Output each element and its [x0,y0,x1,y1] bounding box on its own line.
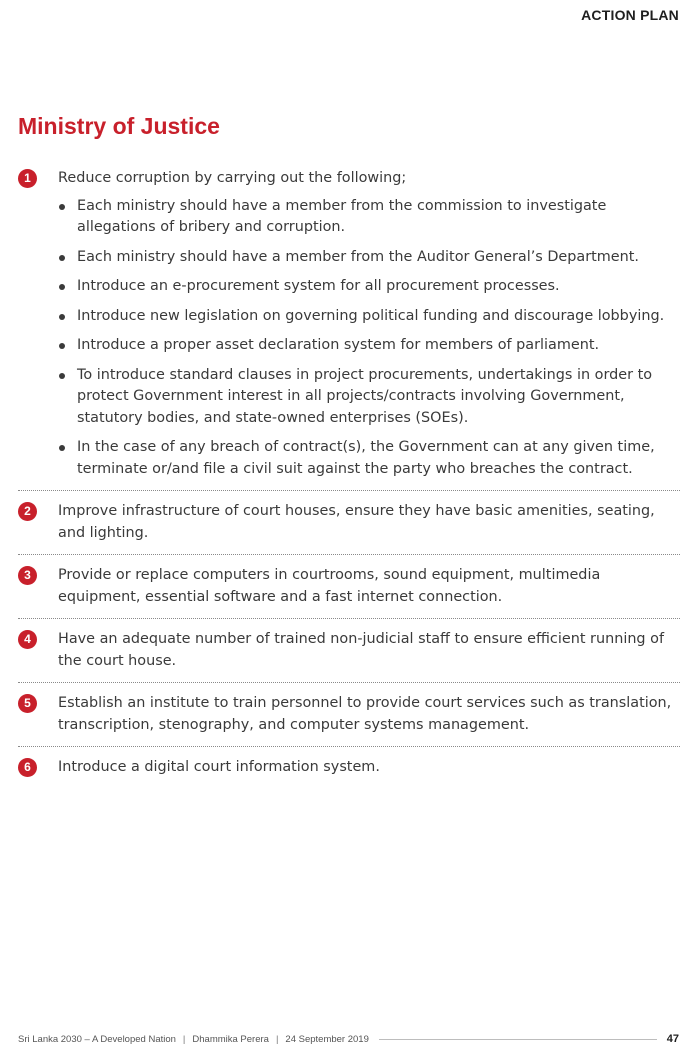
bullet-dot-icon [59,343,65,349]
page-number: 47 [666,1033,679,1045]
sub-bullet-item [58,306,680,328]
bullet-dot-icon [59,255,65,261]
item-number-badge: 5 [18,694,37,713]
sub-bullet-item [58,437,680,480]
footer-author: Dhammika Perera [192,1033,269,1045]
footer-separator: | [182,1033,186,1045]
section-title: Ministry of Justice [18,113,220,139]
sub-bullet-item [58,276,680,298]
sub-bullet-text: Introduce a proper asset declaration system for members of parliament. [77,337,600,353]
sub-bullet-text: Each ministry should have a member from the Auditor General’s Department. [77,248,640,265]
footer-date: 24 September 2019 [285,1033,369,1045]
sub-bullet-item [58,196,680,239]
item-number-badge: 4 [18,630,37,649]
action-item-text: Introduce a digital court information system. [58,759,380,775]
action-item-text: Provide or replace computers in courtrooms, sound equipment, multimedia equipment, essential software and a fast internet connection. [58,567,601,605]
sub-bullet-text: To introduce standard clauses in project procurements, undertakings in order to protect Government interest in all projects/contracts involving Government, statutory bodies, and state-owned enterprises (SOEs). [77,366,653,426]
bullet-dot-icon [59,284,65,290]
action-item-text: Have an adequate number of trained non-judicial staff to ensure efficient running of the court house. [58,631,665,669]
action-item-text: Establish an institute to train personnel to provide court services such as translation, transcription, stenography, and computer systems management. [58,695,672,733]
header-label: ACTION PLAN [581,7,679,23]
sub-bullet-text: In the case of any breach of contract(s), the Government can at any given time, terminate or/and file a civil suit against the party who breaches the contract. [77,439,655,477]
sub-bullet-item [58,247,680,269]
action-item [18,168,680,491]
footer-publication: Sri Lanka 2030 – A Developed Nation [18,1033,176,1045]
item-number-badge: 3 [18,566,37,585]
sub-bullet-text: Introduce new legislation on governing political funding and discourage lobbying. [77,307,665,324]
bullet-dot-icon [59,314,65,320]
item-number-badge: 1 [18,169,37,188]
bullet-dot-icon [59,373,65,379]
sub-bullet-text: Each ministry should have a member from the commission to investigate allegations of bribery and corruption. [77,197,607,235]
sub-bullet-item [58,365,680,430]
page-footer [18,1033,679,1045]
sub-bullet-list [58,196,680,481]
action-item [18,565,680,619]
sub-bullet-text: Introduce an e-procurement system for all procurement processes. [77,278,560,294]
action-item [18,757,680,789]
action-item-text: Improve infrastructure of court houses, ensure they have basic amenities, seating, and lighting. [58,503,655,541]
footer-rule [379,1039,657,1040]
action-item [18,501,680,555]
item-number-badge: 6 [18,758,37,777]
action-item [18,693,680,747]
action-item-text: Reduce corruption by carrying out the following; [58,170,407,186]
footer-separator: | [275,1033,279,1045]
bullet-dot-icon [59,204,65,210]
action-item [18,629,680,683]
item-number-badge: 2 [18,502,37,521]
sub-bullet-item [58,335,680,357]
bullet-dot-icon [59,445,65,451]
action-item-list [18,168,680,799]
